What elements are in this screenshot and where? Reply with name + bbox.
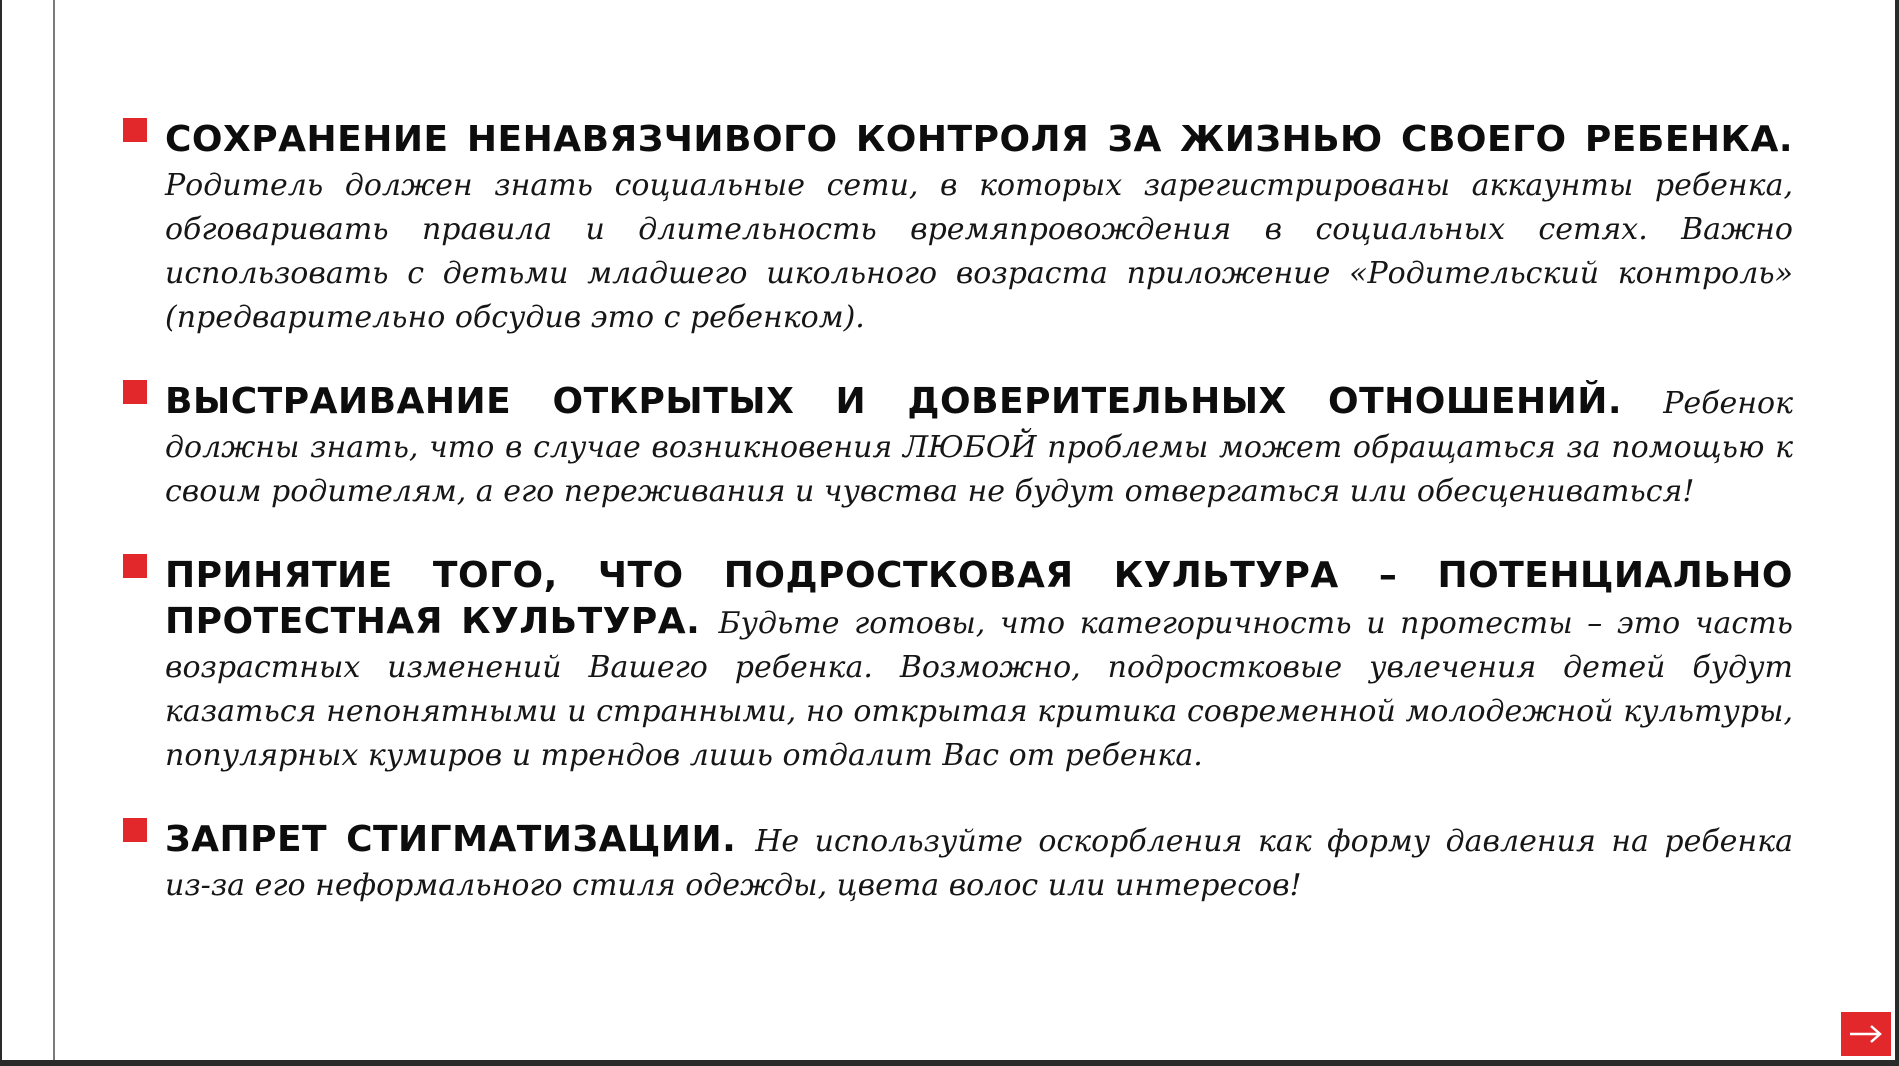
item-text: Родитель должен знать социальные сети, в которых зарегистрированы аккаунты ребенка, обговаривать правила и длительность времяпровождения в социальных сетях. Важно использовать с детьми младшего школьного возраста приложение «Родительский контроль» (предварительно обсудив это с ребенком). [165, 168, 1793, 335]
list-item [165, 380, 1793, 514]
item-title: ВЫСТРАИВАНИЕ ОТКРЫТЫХ И ДОВЕРИТЕЛЬНЫХ ОТНОШЕНИЙ. [165, 381, 1664, 422]
arrow-right-icon [1848, 1023, 1884, 1045]
item-text: Ребенок должны знать, что в случае возникновения ЛЮБОЙ проблемы может обращаться за помощью к своим родителям, а его переживания и чувства не будут отвергаться или обесцениваться! [165, 386, 1793, 509]
item-text: Не используйте оскорбления как форму давления на ребенка из-за его неформального стиля одежды, цвета волос или интересов! [165, 824, 1793, 903]
left-margin-rule [53, 0, 55, 1060]
list-item [165, 118, 1793, 340]
item-text: Будьте готовы, что категоричность и протесты – это часть возрастных изменений Вашего ребенка. Возможно, подростковые увлечения детей будут казаться непонятными и странными, но открытая критика современной молодежной культуры, популярных кумиров и трендов лишь отдалит Вас от ребенка. [165, 606, 1794, 773]
list-item [165, 554, 1793, 778]
item-title: СОХРАНЕНИЕ НЕНАВЯЗЧИВОГО КОНТРОЛЯ ЗА ЖИЗНЬЮ СВОЕГО РЕБЕНКА. [165, 119, 1793, 160]
next-slide-button[interactable] [1841, 1012, 1891, 1056]
bullet-square-icon [123, 380, 147, 404]
slide [2, 0, 1895, 1060]
list-item [165, 818, 1793, 908]
bullet-list [165, 118, 1793, 908]
bullet-square-icon [123, 554, 147, 578]
item-title: ПРИНЯТИЕ ТОГО, ЧТО ПОДРОСТКОВАЯ КУЛЬТУРА – ПОТЕНЦИАЛЬНО ПРОТЕСТНАЯ КУЛЬТУРА. [165, 555, 1793, 642]
bullet-square-icon [123, 818, 147, 842]
bullet-square-icon [123, 118, 147, 142]
item-title: ЗАПРЕТ СТИГМАТИЗАЦИИ. [165, 819, 756, 860]
